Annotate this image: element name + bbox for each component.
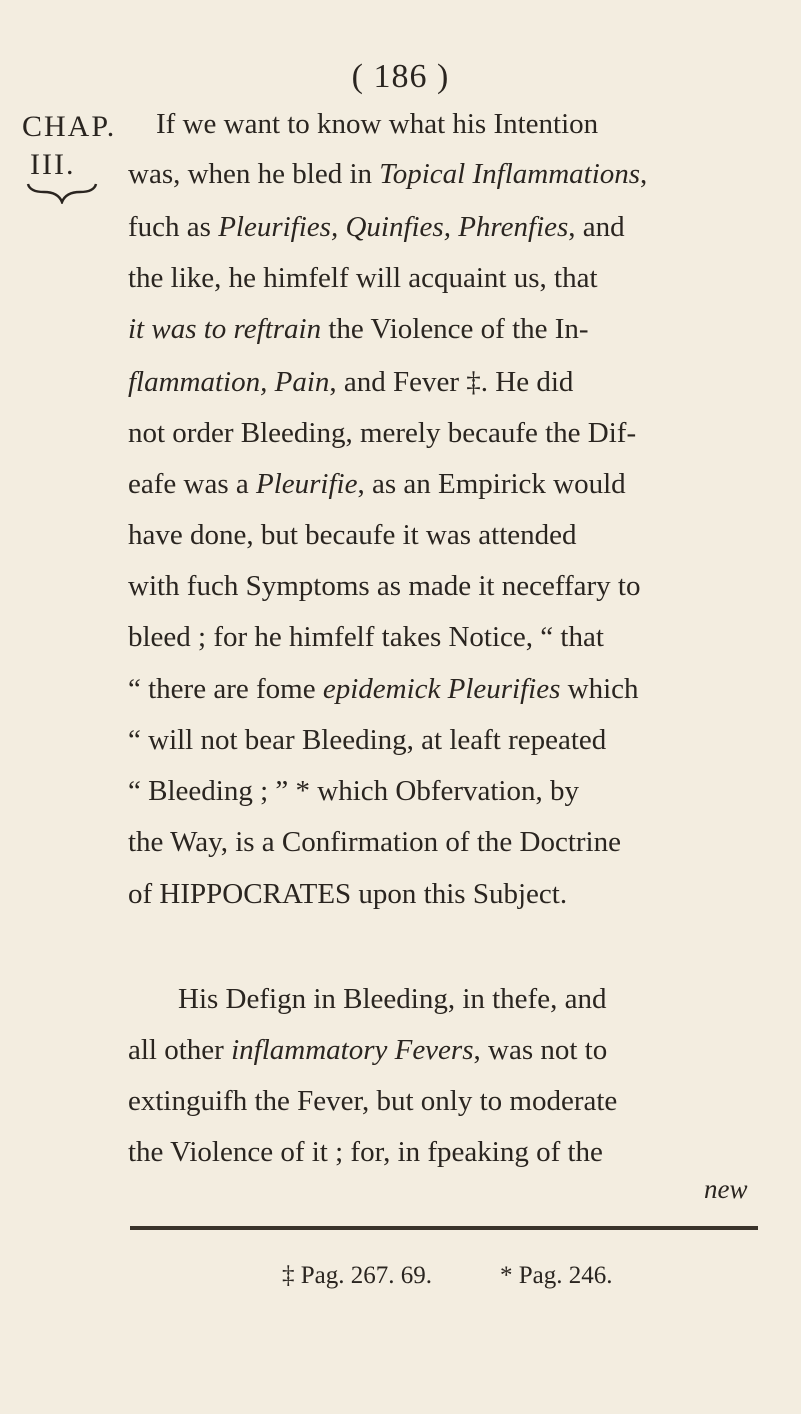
text-span: , <box>640 158 648 190</box>
italic-span: inflammatory Fevers <box>231 1034 474 1066</box>
text-line <box>128 1136 786 1169</box>
chapter-number: III. <box>30 148 76 181</box>
text-line <box>128 313 786 346</box>
chapter-label: CHAP. <box>22 110 117 143</box>
text-line <box>128 211 786 244</box>
text-line <box>128 621 786 654</box>
footnote-dagger: ‡ Pag. 267. 69. <box>282 1262 432 1289</box>
footnote-divider <box>130 1226 758 1230</box>
text-line <box>156 108 801 141</box>
text-span: fuch as <box>128 211 219 243</box>
text-line <box>128 775 786 808</box>
text-span: extinguifh the Fever, but only to moderate <box>128 1085 618 1117</box>
italic-span: Pleurifies, Quinfies, Phrenfies <box>218 211 569 243</box>
catchword: new <box>704 1174 748 1204</box>
text-span: His Defign in Bleeding, in thefe, and <box>178 983 607 1015</box>
text-span: bleed ; for he himfelf takes Notice, “ that <box>128 621 604 653</box>
text-span: , as an Empirick would <box>357 468 626 500</box>
text-span: the Way, is a Confirmation of the Doctrine <box>128 826 621 858</box>
text-span: the Violence of it ; for, in fpeaking of the <box>128 1136 603 1168</box>
text-span: , and Fever ‡. He did <box>329 366 574 398</box>
text-line <box>128 1034 786 1067</box>
text-line <box>128 366 786 399</box>
text-line <box>128 417 786 450</box>
text-span: , and <box>568 211 625 243</box>
page-number: ( 186 ) <box>351 58 450 95</box>
text-span: have done, but becaufe it was attended <box>128 519 577 551</box>
text-line <box>128 519 786 552</box>
chapter-margin-note <box>22 108 116 184</box>
text-line <box>128 570 786 603</box>
text-span: eafe was a <box>128 468 256 500</box>
text-span: “ will not bear Bleeding, at leaft repeated <box>128 724 607 756</box>
italic-span: epidemick Pleurifies <box>322 673 561 705</box>
text-span: all other <box>128 1034 232 1066</box>
text-line <box>128 262 786 295</box>
text-span: with fuch Symptoms as made it neceffary to <box>128 570 641 602</box>
text-line <box>128 878 786 911</box>
text-span: the Violence of the In- <box>321 313 589 345</box>
text-line <box>128 826 786 859</box>
text-line <box>128 724 786 757</box>
text-line <box>178 983 801 1016</box>
text-span: which <box>560 673 639 705</box>
text-line <box>128 468 786 501</box>
italic-span: it was to reftrain <box>128 313 322 345</box>
text-span: “ Bleeding ; ” * which Obfervation, by <box>128 775 579 807</box>
text-span: If we want to know what his Intention <box>156 108 599 140</box>
text-span: , was not to <box>473 1034 608 1066</box>
text-line <box>128 158 786 191</box>
text-line <box>128 673 786 706</box>
text-span: the like, he himfelf will acquaint us, that <box>128 262 598 294</box>
italic-span: Topical Inflammations <box>379 158 641 190</box>
footnote-star: * Pag. 246. <box>500 1262 613 1289</box>
text-span: not order Bleeding, merely becaufe the Dif- <box>128 417 637 449</box>
text-span: “ there are fome <box>128 673 323 705</box>
text-span: was, when he bled in <box>128 158 380 190</box>
italic-span: Pleurifie <box>256 468 358 500</box>
text-span: of HIPPOCRATES upon this Subject. <box>128 878 568 910</box>
italic-span: flammation, Pain <box>128 366 330 398</box>
text-line <box>128 1085 786 1118</box>
brace-ornament-icon <box>26 180 98 204</box>
